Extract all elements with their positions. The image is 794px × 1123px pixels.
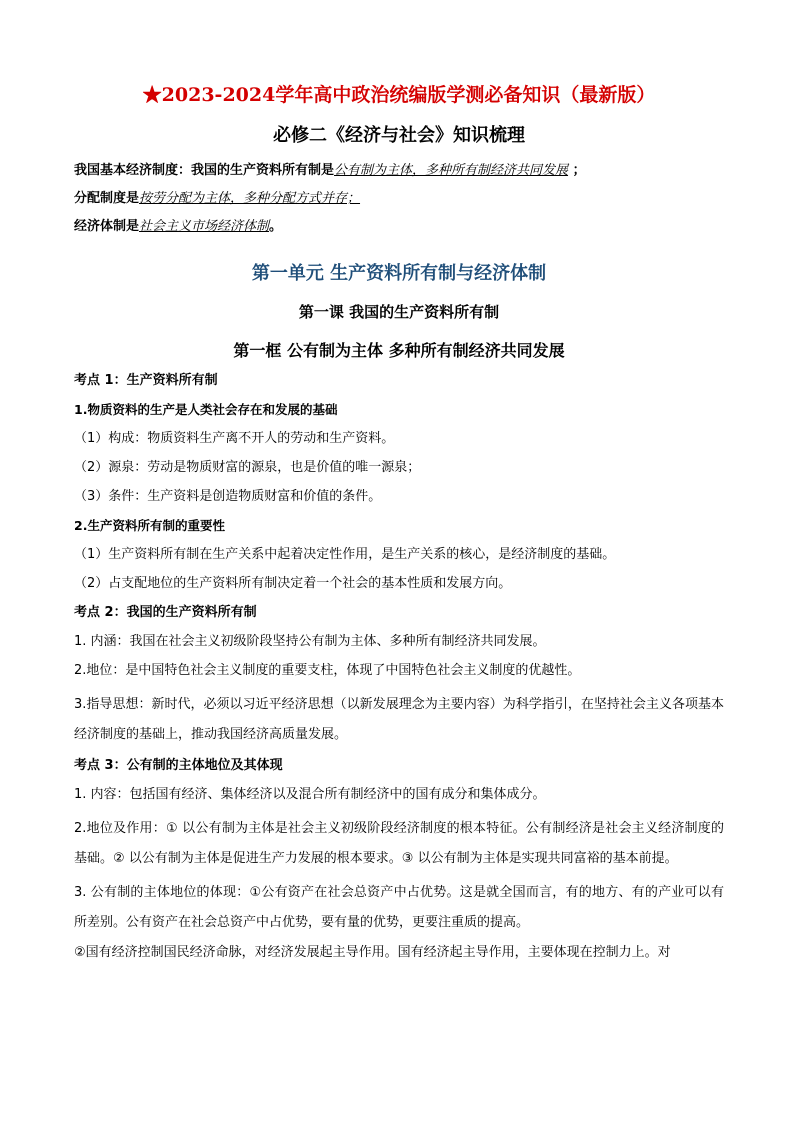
kp3-item: ②国有经济控制国民经济命脉，对经济发展起主导作用。国有经济起主导作用，主要体现在控制力上。对 (74, 945, 671, 960)
kp1-section1-title: 1.物质资料的生产是人类社会存在和发展的基础 (74, 402, 338, 417)
kp1-s2-item: （1）生产资料所有制在生产关系中起着决定性作用，是生产关系的核心，是经济制度的基础。 (74, 547, 616, 562)
kp3-item: 3. 公有制的主体地位的体现：①公有资产在社会总资产中占优势。这是就全国而言，有的地方、有的产业可以有所差别。公有资产在社会总资产中占优势，要有量的优势，更要注重质的提高。 (74, 885, 724, 930)
intro-text: 我国的生产资料所有制是 (191, 163, 335, 178)
kp2-item: 3.指导思想：新时代，必须以习近平经济思想（以新发展理念为主要内容）为科学指引，在坚持社会主义各项基本经济制度的基础上，推动我国经济高质量发展。 (74, 697, 724, 742)
kp3-item: 2.地位及作用：① 以公有制为主体是社会主义初级阶段经济制度的根本特征。公有制经济是社会主义经济制度的基础。② 以公有制为主体是促进生产力发展的根本要求。③ 以公有制为主体是实现共同富裕的基本前提。 (74, 821, 724, 866)
intro-tail: 。 (269, 219, 283, 234)
kp1-s2-item: （2）占支配地位的生产资料所有制决定着一个社会的基本性质和发展方向。 (74, 576, 512, 591)
lesson-title: 第一课 我国的生产资料所有制 (298, 303, 500, 321)
kp1-section2-title: 2.生产资料所有制的重要性 (74, 518, 225, 533)
intro-underline: 公有制为主体，多种所有制经济共同发展 (334, 163, 569, 178)
kp1-s1-item: （3）条件：生产资料是创造物质财富和价值的条件。 (74, 489, 382, 504)
unit-title: 第一单元 生产资料所有制与经济体制 (251, 263, 547, 284)
document-subtitle: 必修二《经济与社会》知识梳理 (273, 125, 525, 146)
intro-line-1 (74, 161, 724, 181)
kp3-item: 1. 内容：包括国有经济、集体经济以及混合所有制经济中的国有成分和集体成分。 (74, 787, 546, 802)
kp1-s1-item: （2）源泉：劳动是物质财富的源泉，也是价值的唯一源泉； (74, 460, 421, 475)
intro-underline: 社会主义市场经济体制 (139, 219, 270, 234)
intro-tail: ； (568, 163, 586, 178)
kp2-item: 2.地位：是中国特色社会主义制度的重要支柱，体现了中国特色社会主义制度的优越性。 (74, 663, 581, 678)
intro-line-3 (74, 217, 724, 237)
frame-title: 第一框 公有制为主体 多种所有制经济共同发展 (233, 341, 565, 360)
kp1-s1-item: （1）构成：物质资料生产离不开人的劳动和生产资料。 (74, 431, 395, 446)
kp2-item: 1. 内涵：我国在社会主义初级阶段坚持公有制为主体、多种所有制经济共同发展。 (74, 634, 546, 649)
intro-line-2 (74, 189, 724, 209)
intro-lead: 分配制度是 (74, 191, 140, 206)
document-page (74, 80, 724, 968)
document-title: ★2023-2024学年高中政治统编版学测必备知识（最新版） (142, 84, 656, 106)
intro-lead: 我国基本经济制度： (74, 163, 192, 178)
intro-lead: 经济体制是 (74, 219, 140, 234)
kp1-title: 考点 1：生产资料所有制 (74, 373, 218, 388)
kp3-title: 考点 3：公有制的主体地位及其体现 (74, 758, 283, 773)
intro-underline: 按劳分配为主体，多种分配方式并存； (139, 191, 361, 206)
kp2-title: 考点 2：我国的生产资料所有制 (74, 605, 257, 620)
